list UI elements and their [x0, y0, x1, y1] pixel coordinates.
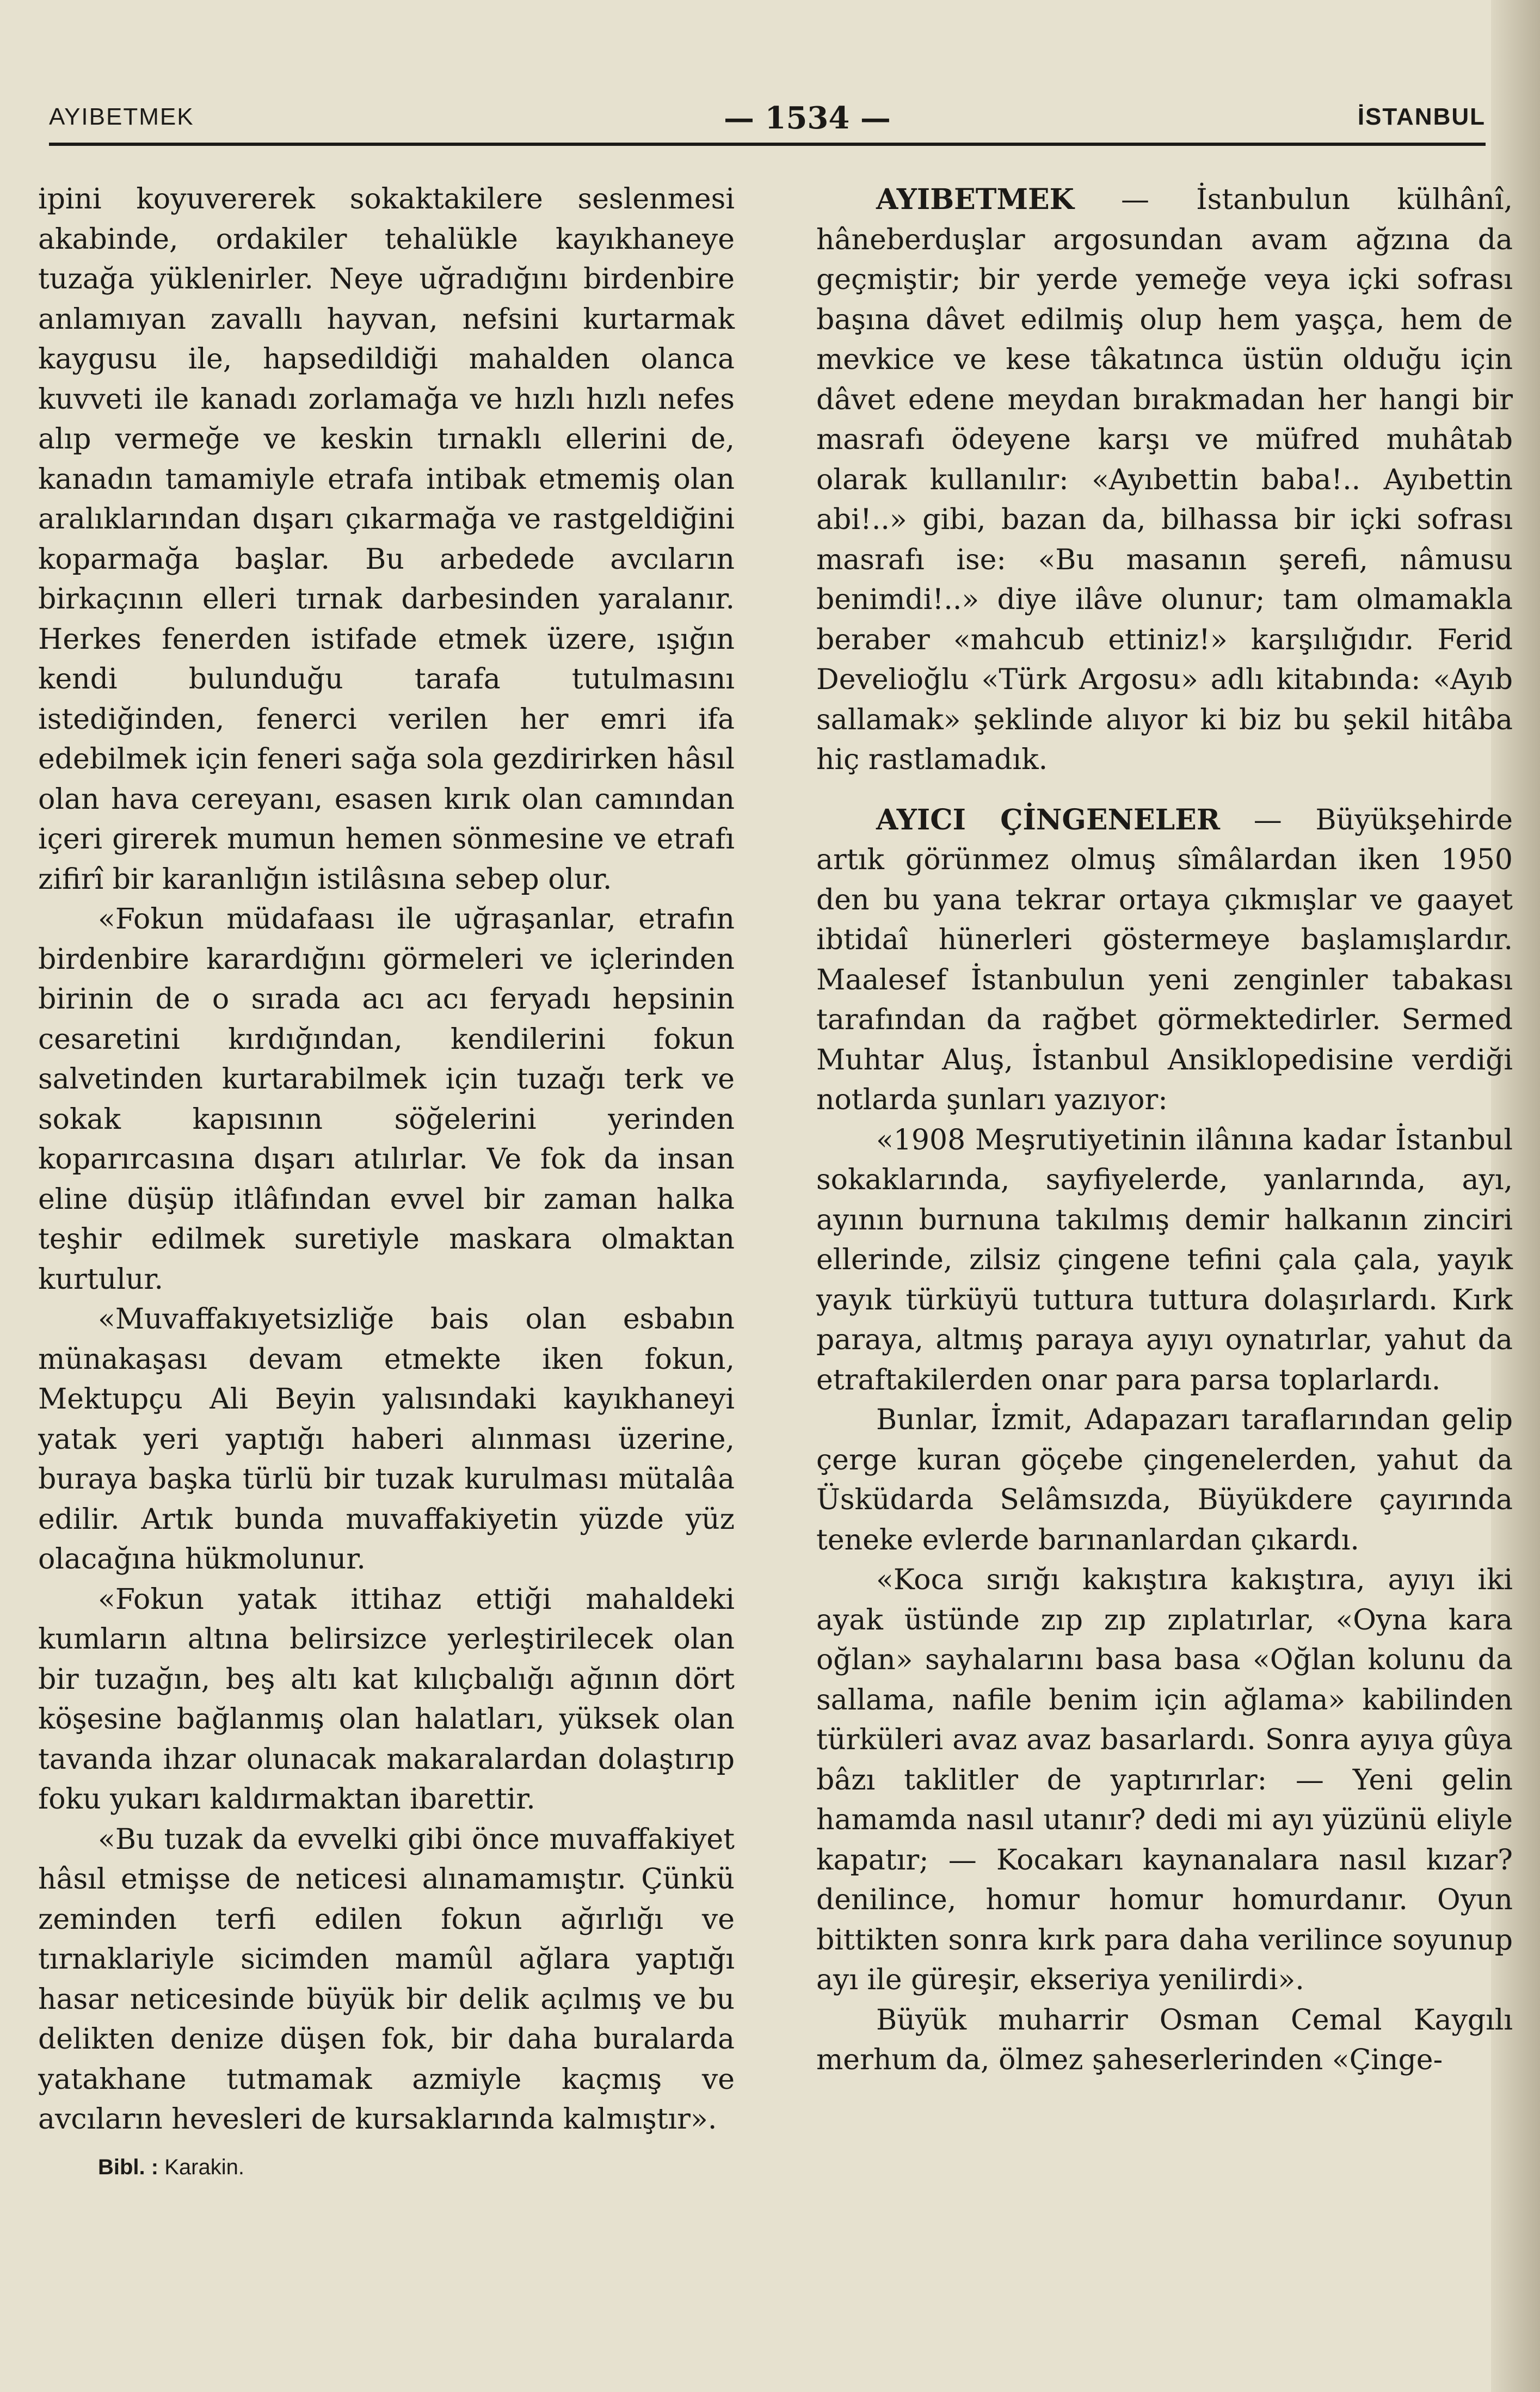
running-head-left: AYIBETMEK	[49, 103, 194, 130]
right-column	[816, 180, 1513, 2081]
entry-title: AYICI ÇİNGENELER	[876, 803, 1221, 837]
page-header	[49, 87, 1486, 147]
paragraph: ipini koyuvererek sokaktakilere seslenmesi akabinde, ordakiler tehalükle kayıkhaneye tuzağa yüklenirler. Neye uğradığını birdenbire anlamıyan zavallı hayvan, nefsini kurtarmak kaygusu ile, hapsedildiği mahalden olanca kuvveti ile kanadı zorlamağa ve hızlı hızlı nefes alıp vermeğe ve keskin tırnaklı ellerini de, kanadın tamamiyle etrafa intibak etmemiş olan aralıklarından dışarı çıkarmağa ve rastgeldiğini koparmağa başlar. Bu arbedede avcıların birkaçının elleri tırnak darbesinden yaralanır. Herkes fenerden istifade etmek üzere, ışığın kendi bulunduğu tarafa tutulmasını istediğinden, fenerci verilen her emri ifa edebilmek için feneri sağa sola gezdirirken hâsıl olan hava cereyanı, esasen kırık olan camından içeri girerek mumun hemen sönmesine ve etrafı zifirî bir karanlığın istilâsına sebep olur.	[38, 183, 735, 896]
running-head-right: İSTANBUL	[1357, 103, 1486, 130]
paragraph: «Fokun müdafaası ile uğraşanlar, etrafın birdenbire karardığını görmeleri ve içlerinden birinin de o sırada acı acı feryadı hepsinin cesaretini kırdığından, kendilerini fokun salvetinden kurtarabilmek için tuzağı terk ve sokak kapısının söğelerini yerinden koparırcasına dışarı atılırlar. Ve fok da insan eline düşüp itlâfından evvel bir zaman halka teşhir edilmek suretiyle maskara olmaktan kurtulur.	[38, 903, 735, 1296]
paragraph: Büyük muharrir Osman Cemal Kaygılı merhum da, ölmez şaheserlerinden «Çinge-	[816, 2003, 1513, 2076]
entry-text: — İstanbulun külhânî, hâneberduşlar argosundan avam ağzına da geçmiştir; bir yerde yemeğe veya içki sofrası başına dâvet edilmiş olup hem yaşça, hem de mevkice ve kese tâkatınca üstün olduğu için dâvet edene meydan bırakmadan her hangi bir masrafı ödeyene karşı ve müfred muhâtab olarak kullanılır: «Ayıbettin baba!.. Ayıbettin abi!..» gibi, bazan da, bilhassa bir içki sofrası masrafı ise: «Bu masanın şerefi, nâmusu benimdi!..» diye ilâve olunur; tam olmamakla beraber «mahcub ettiniz!» karşılığıdır. Ferid Develioğlu «Türk Argosu» adlı kitabında: «Ayıb sallamak» şeklinde alıyor ki biz bu şekil hitâba hiç rastlamadık.	[816, 183, 1513, 776]
paragraph: «Koca sırığı kakıştıra kakıştıra, ayıyı iki ayak üstünde zıp zıp zıplatırlar, «Oyna kara oğlan» sayhalarını basa basa «Oğlan kolunu da sallama, nafile benim için ağlama» kabilinden türküleri avaz avaz basarlardı. Sonra ayıya gûya bâzı taklitler de yaptırırlar: — Yeni gelin hamamda nasıl utanır? dedi mi ayı yüzünü eliyle kapatır; — Kocakarı kaynanalara nasıl kızar? denilince, homur homur homurdanır. Oyun bittikten sonra kırk para daha verilince soyunup ayı ile güreşir, ekseriya yenilirdi».	[816, 1564, 1513, 1996]
bibliography-value: Karakin.	[164, 2155, 244, 2179]
paragraph: «1908 Meşrutiyetinin ilânına kadar İstanbul sokaklarında, sayfiyelerde, yanlarında, ayı, ayının burnuna takılmış demir halkanın zinciri ellerinde, zilsiz çingene tefini çala çala, yayık yayık türküyü tuttura tuttura dolaşırlardı. Kırk paraya, altmış paraya ayıyı oynatırlar, yahut da etraftakilerden onar para parsa toplarlardı.	[816, 1123, 1513, 1397]
bibliography-label: Bibl. :	[98, 2155, 159, 2179]
paragraph: Bunlar, İzmit, Adapazarı taraflarından gelip çerge kuran göçebe çingenelerden, yahut da Üsküdarda Selâmsızda, Büyükdere çayırında teneke evlerde barınanlardan çıkardı.	[816, 1404, 1513, 1557]
page-number: — 1534 —	[724, 100, 891, 136]
entry-title: AYIBETMEK	[876, 183, 1074, 216]
paragraph: «Bu tuzak da evvelki gibi önce muvaffakiyet hâsıl etmişse de neticesi alınamamıştır. Çünkü zeminden terfi edilen fokun ağırlığı ve tırnaklariyle sicimden mamûl ağlara yaptığı hasar neticesinde büyük bir delik açılmış ve bu delikten denize düşen fok, bir daha buralarda yatakhane tutmamak azmiyle kaçmış ve avcıların hevesleri de kursaklarında kalmıştır».	[38, 1823, 735, 2136]
bibliography	[98, 2148, 735, 2188]
entry-gap	[816, 780, 1513, 800]
entry-ayibetmek	[816, 180, 1513, 780]
left-column	[38, 180, 735, 2187]
paragraph: «Muvaffakıyetsizliğe bais olan esbabın münakaşası devam etmekte iken fokun, Mektupçu Ali Beyin yalısındaki kayıkhaneyi yatak yeri yaptığı haberi alınması üzerine, buraya başka türlü bir tuzak kurulması mütalâa edilir. Artık bunda muvaffakiyetin yüzde yüz olacağına hükmolunur.	[38, 1303, 735, 1576]
header-rule	[49, 143, 1486, 146]
entry-text: — Büyükşehirde artık görünmez olmuş sîmâlardan iken 1950 den bu yana tekrar ortaya çıkmışlar ve gaayet ibtidaî hünerleri göstermeye başlamışlardır. Maalesef İstanbulun yeni zenginler tabakası tarafından da rağbet görmektedirler. Sermed Muhtar Aluş, İstanbul Ansiklopedisine verdiği notlarda şunları yazıyor:	[816, 803, 1513, 1116]
paragraph: «Fokun yatak ittihaz ettiği mahaldeki kumların altına belirsizce yerleştirilecek olan bir tuzağın, beş altı kat kılıçbalığı ağının dört köşesine bağlanmış olan halatları, yüksek olan tavanda ihzar olunacak makaralardan dolaştırıp foku yukarı kaldırmaktan ibarettir.	[38, 1583, 735, 1816]
entry-ayici-cingeneler	[816, 800, 1513, 1121]
